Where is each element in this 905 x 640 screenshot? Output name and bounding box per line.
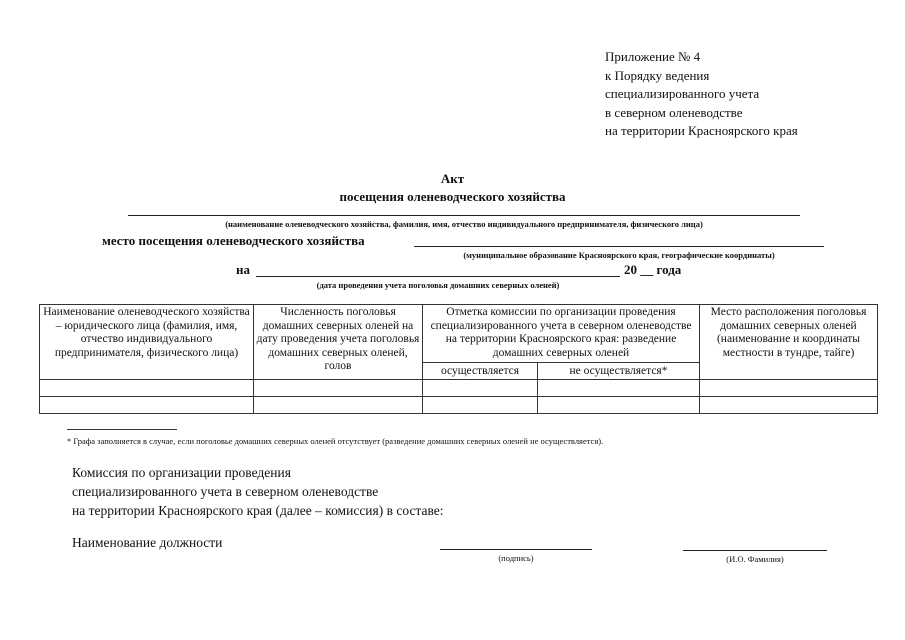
table-cell[interactable] [40,380,254,397]
position-label: Наименование должности [72,535,223,550]
header-breeding-no: не осуществляется* [538,363,700,380]
header-commission-mark: Отметка комиссии по организации проведения специализированного учета в северном оленеводстве на территории Красноярского края: разведение домашних северных оленей [423,305,700,363]
visit-place-line[interactable] [414,246,824,247]
table-cell[interactable] [700,380,878,397]
municipality-caption: (муниципальное образование Красноярского края, географические координаты) [463,250,775,260]
appendix-line: в северном оленеводстве [605,104,743,120]
date-caption: (дата проведения учета поголовья домашних северных оленей) [316,280,560,290]
commission-statement [72,463,444,520]
header-herd-count: Численность поголовья домашних северных оленей на дату проведения учета поголовья домашних северных оленей, голов [254,305,423,380]
commission-line: Комиссия по организации проведения [72,465,291,480]
footnote: * Графа заполняется в случае, если поголовье домашних северных оленей отсутствует (разведение домашних северных оленей не осуществляется). [67,436,604,446]
farm-name-line[interactable] [128,215,800,216]
date-prefix: на [236,262,250,277]
visit-place-label: место посещения оленеводческого хозяйства [102,233,365,248]
header-breeding-yes: осуществляется [423,363,538,380]
census-table [39,304,878,414]
appendix-header [605,48,798,141]
document-title: Акт [440,171,465,186]
header-farm-name: Наименование оленеводческого хозяйства – юридического лица (фамилия, имя, отчество индивидуального предпринимателя, физического лица) [40,305,254,380]
table-cell[interactable] [538,397,700,414]
table-cell[interactable] [700,397,878,414]
signature-caption: (подпись) [498,553,534,563]
table-cell[interactable] [538,380,700,397]
full-name-caption: (И.О. Фамилия) [726,554,784,564]
table-cell[interactable] [40,397,254,414]
appendix-line: специализированного учета [605,86,760,101]
commission-line: специализированного учета в северном оленеводстве [72,484,379,499]
date-line[interactable] [256,276,620,277]
appendix-line: на территории Красноярского края [605,123,798,138]
date-year: 20 __ года [624,262,682,277]
appendix-line: Приложение № 4 [605,49,701,64]
signature-line[interactable] [440,549,592,550]
table-cell[interactable] [254,397,423,414]
table-row [40,397,878,414]
farm-name-caption: (наименование оленеводческого хозяйства, фамилия, имя, отчество индивидуального предпринимателя, физического лица) [225,219,703,229]
commission-line: на территории Красноярского края (далее – комиссия) в составе: [72,503,444,518]
table-cell[interactable] [254,380,423,397]
full-name-line[interactable] [683,550,827,551]
appendix-line: к Порядку ведения [605,67,710,83]
table-cell[interactable] [423,380,538,397]
footnote-divider [67,429,177,430]
table-row [40,380,878,397]
document-subtitle: посещения оленеводческого хозяйства [339,189,566,204]
table-cell[interactable] [423,397,538,414]
header-herd-location: Место расположения поголовья домашних северных оленей (наименование и координаты местности в тундре, тайге) [700,305,878,380]
